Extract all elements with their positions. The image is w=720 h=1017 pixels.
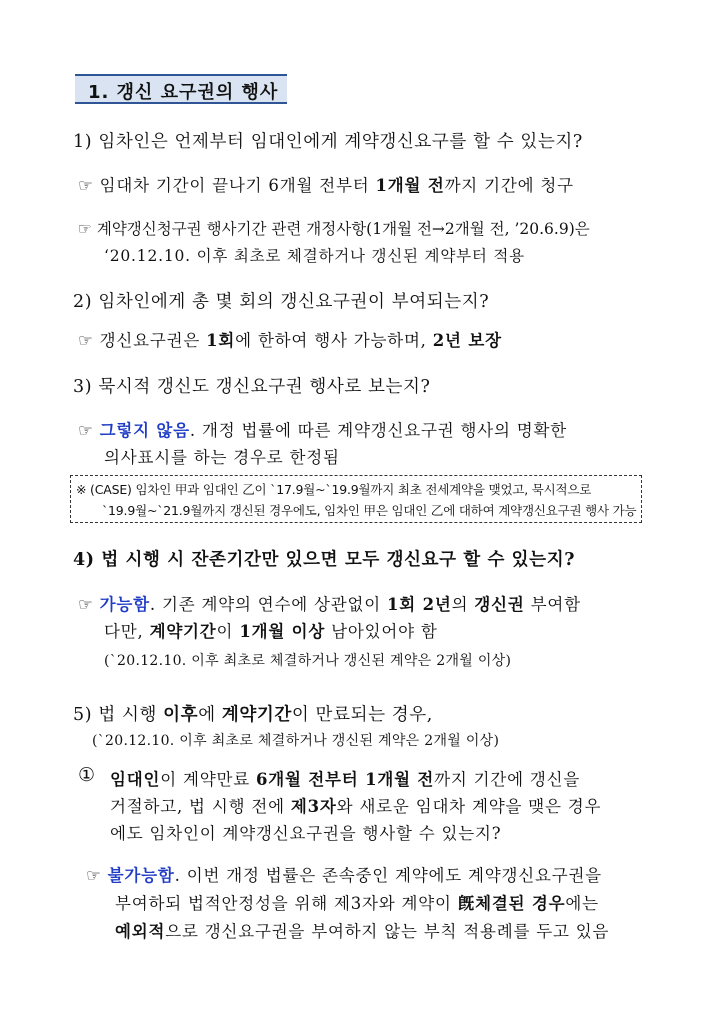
pointing-hand-icon: ☞ [78,220,92,238]
answer-3-line2: 의사표시를 하는 경우로 한정됨 [104,448,340,467]
sub-question-line3: 에도 임차인이 계약갱신요구권을 행사할 수 있는지? [110,824,502,843]
answer-1-2-line2: ‘20.12.10. 이후 최초로 체결하거나 갱신된 계약부터 적용 [104,247,525,265]
case-line-2: `19.9월~`21.9월까지 갱신된 경우에도, 임차인 甲은 임대인 乙에 대하여 계약갱신요구권 행사 가능 [102,503,637,518]
section-title: 1. 갱신 요구권의 행사 [88,82,279,103]
answer-4-line1: ☞ 가능함. 기존 계약의 연수에 상관없이 1회 2년의 갱신권 부여함 [78,595,581,614]
answer-2: ☞ 갱신요구권은 1회에 한하여 행사 가능하며, 2년 보장 [78,331,502,350]
answer-5-line1: ☞ 불가능함. 이번 개정 법률은 존속중인 계약에도 계약갱신요구권을 [86,866,602,885]
question-1: 1) 임차인은 언제부터 임대인에게 계약갱신요구를 할 수 있는지? [73,132,583,152]
question-2: 2) 임차인에게 총 몇 회의 갱신요구권이 부여되는지? [73,292,490,312]
answer-3-line1: ☞ 그렇지 않음. 개정 법률에 따른 계약갱신요구권 행사의 명확한 [78,421,567,440]
answer-4-note: (`20.12.10. 이후 최초로 체결하거나 갱신된 계약은 2개월 이상) [104,653,512,669]
pointing-hand-icon: ☞ [78,595,94,614]
sub-question-line2: 거절하고, 법 시행 전에 제3자와 새로운 임대차 계약을 맺은 경우 [110,797,602,816]
answer-5-line2: 부여하되 법적안정성을 위해 제3자와 계약이 旣체결된 경우에는 [115,894,599,913]
answer-5-line3: 예외적으로 갱신요구권을 부여하지 않는 부칙 적용례를 두고 있음 [115,922,610,941]
question-4: 4) 법 시행 시 잔존기간만 있으면 모두 갱신요구 할 수 있는지? [73,550,576,570]
answer-4-line2: 다만, 계약기간이 1개월 이상 남아있어야 함 [104,622,438,641]
pointing-hand-icon: ☞ [78,176,94,195]
case-line-1: ※ (CASE) 임차인 甲과 임대인 乙이 `17.9월~`19.9월까지 최초 전세계약을 맺었고, 묵시적으로 [76,482,592,497]
question-5-note: (`20.12.10. 이후 최초로 체결하거나 갱신된 계약은 2개월 이상) [92,733,500,749]
question-3: 3) 묵시적 갱신도 갱신요구권 행사로 보는지? [73,377,431,397]
question-5: 5) 법 시행 이후에 계약기간이 만료되는 경우, [73,705,433,725]
answer-1-2-line1: ☞ 계약갱신청구권 행사기간 관련 개정사항(1개월 전→2개월 전, ’20.6.9)은 [78,220,590,238]
pointing-hand-icon: ☞ [78,331,94,350]
pointing-hand-icon: ☞ [78,421,94,440]
circled-number-1: ① [78,764,96,786]
pointing-hand-icon: ☞ [86,866,102,885]
sub-question-line1: 임대인이 계약만료 6개월 전부터 1개월 전까지 기간에 갱신을 [110,770,581,789]
answer-1-1: ☞ 임대차 기간이 끝나기 6개월 전부터 1개월 전까지 기간에 청구 [78,176,574,195]
